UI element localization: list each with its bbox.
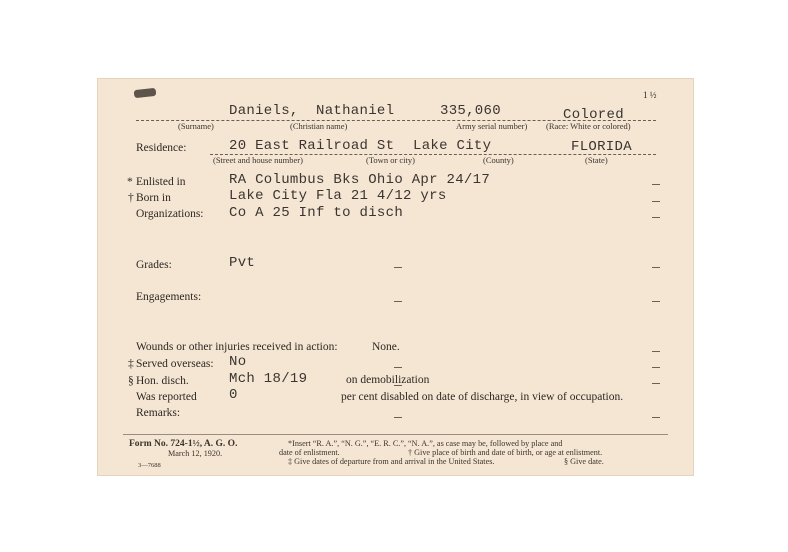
residence-state-value: FLORIDA — [571, 139, 632, 155]
margin-tick — [394, 267, 402, 268]
serial-caption: Army serial number) — [456, 121, 528, 131]
margin-tick — [652, 383, 660, 384]
born-label: Born in — [136, 192, 171, 204]
race-value: Colored — [563, 107, 624, 123]
footnote-line-2: date of enlistment. — [279, 448, 340, 457]
print-number: 3—7688 — [138, 462, 161, 469]
organizations-value: Co A 25 Inf to disch — [229, 205, 404, 221]
residence-label: Residence: — [136, 142, 187, 154]
margin-tick — [652, 417, 660, 418]
engagements-label: Engagements: — [136, 291, 202, 303]
margin-tick — [652, 217, 660, 218]
race-caption: (Race: White or colored) — [546, 121, 631, 131]
margin-tick — [394, 417, 402, 418]
residence-town-value: Lake City — [413, 138, 492, 154]
dagger-mark: † — [128, 192, 134, 204]
margin-tick — [652, 367, 660, 368]
was-reported-value: 0 — [229, 387, 238, 403]
surname-value: Daniels, — [229, 103, 299, 119]
surname-caption: (Surname) — [178, 121, 214, 131]
margin-tick — [394, 367, 402, 368]
footnote-line-3: † Give place of birth and date of birth, or age at enlistment. — [408, 448, 603, 457]
hon-disch-value: Mch 18/19 — [229, 371, 308, 387]
christian-name-caption: (Christian name) — [290, 121, 348, 131]
footer-rule — [123, 434, 668, 435]
grades-value: Pvt — [229, 255, 256, 271]
town-caption: (Town or city) — [366, 155, 415, 165]
hon-disch-label: Hon. disch. — [136, 375, 189, 387]
residence-street-value: 20 East Railroad St — [229, 138, 395, 154]
margin-tick — [652, 184, 660, 185]
wounds-label: Wounds or other injuries received in action: — [136, 341, 338, 353]
overseas-value: No — [229, 354, 247, 370]
organizations-label: Organizations: — [136, 208, 204, 220]
county-caption: (County) — [483, 155, 514, 165]
grades-label: Grades: — [136, 259, 172, 271]
street-caption: (Street and house number) — [213, 155, 303, 165]
wounds-value: None. — [372, 341, 400, 353]
margin-tick — [652, 351, 660, 352]
footnote-line-4: ‡ Give dates of departure from and arrival in the United States. — [288, 457, 495, 466]
service-record-card — [97, 78, 694, 476]
overseas-label: Served overseas: — [136, 358, 214, 370]
footnote-line-5: § Give date. — [564, 457, 604, 466]
born-value: Lake City Fla 21 4/12 yrs — [229, 188, 447, 204]
margin-tick — [652, 267, 660, 268]
remarks-label: Remarks: — [136, 407, 181, 419]
enlisted-label: Enlisted in — [136, 176, 186, 188]
margin-tick — [652, 301, 660, 302]
margin-tick — [394, 301, 402, 302]
corner-mark: 1 ½ — [643, 90, 657, 100]
double-dagger-mark: ‡ — [128, 358, 134, 370]
state-caption: (State) — [585, 155, 608, 165]
christian-name-value: Nathaniel — [316, 103, 395, 119]
demobilization-text: on demobilization — [346, 374, 430, 386]
form-date: March 12, 1920. — [168, 449, 223, 458]
ink-smudge — [134, 88, 157, 98]
enlisted-value: RA Columbus Bks Ohio Apr 24/17 — [229, 172, 491, 188]
asterisk-mark: * — [127, 176, 133, 188]
section-mark: § — [128, 375, 134, 387]
form-number: Form No. 724-1½, A. G. O. — [129, 439, 238, 449]
margin-tick — [394, 385, 402, 386]
margin-tick — [652, 201, 660, 202]
disability-text: per cent disabled on date of discharge, in view of occupation. — [341, 391, 624, 403]
footnote-line-1: *Insert “R. A.”, “N. G.”, “E. R. C.”, “N. A.”, as case may be, followed by place and — [288, 439, 563, 448]
was-reported-label: Was reported — [136, 391, 197, 403]
serial-number-value: 335,060 — [440, 103, 501, 119]
